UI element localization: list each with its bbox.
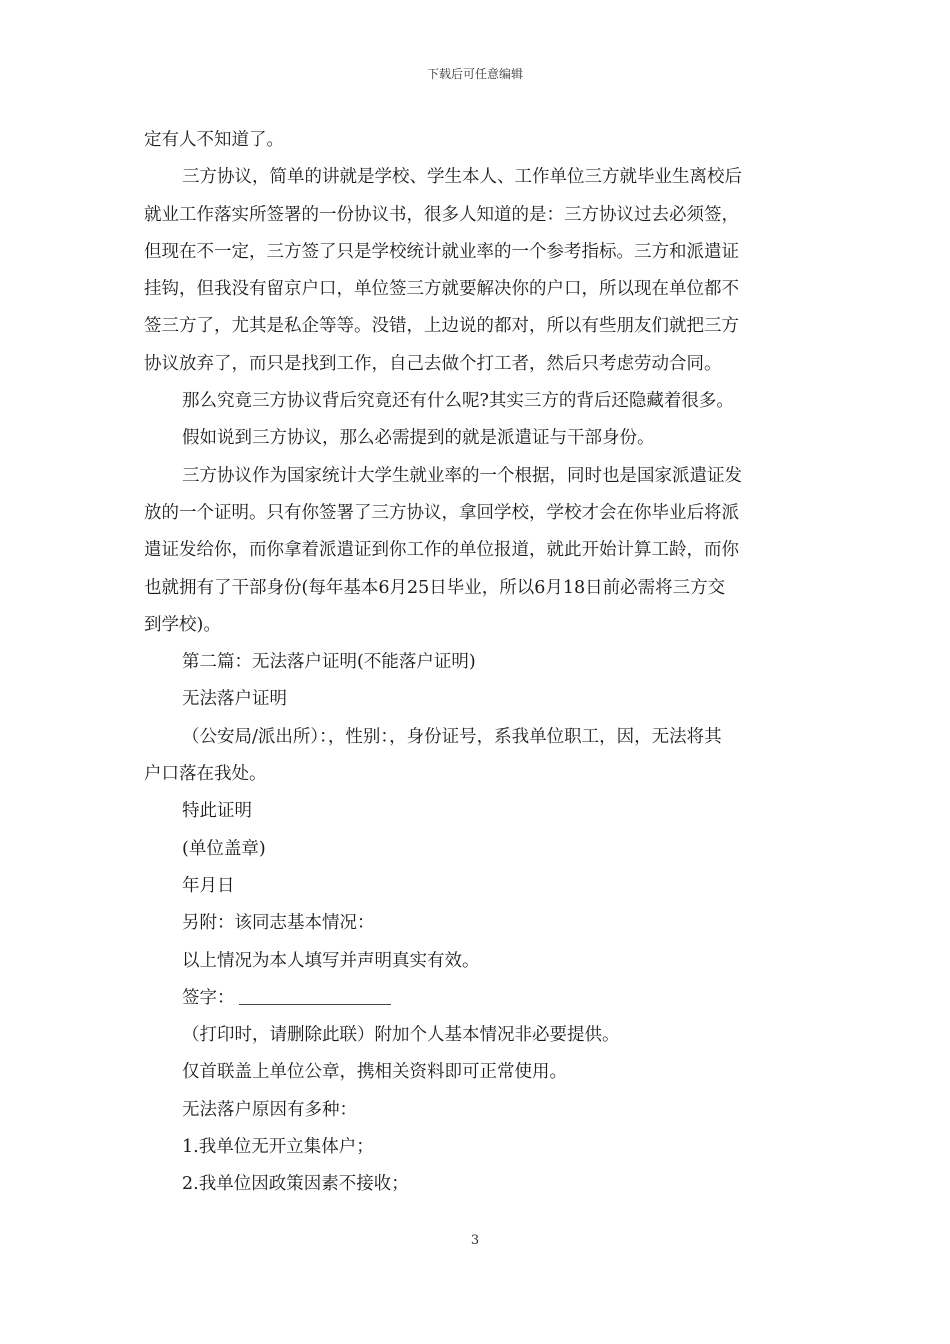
paragraph-first-line: 那么究竟三方协议背后究竟还有什么呢?其实三方的背后还隐藏着很多。: [182, 391, 734, 412]
section-heading: 第二篇：无法落户证明(不能落户证明): [182, 652, 476, 673]
signature-label: 签字：: [182, 987, 235, 1008]
document-body: [144, 122, 814, 1204]
paragraph-first-line: （公安局/派出所）：，性别：，身份证号，系我单位职工，因，无法将其: [182, 726, 722, 747]
body-line: 特此证明: [182, 801, 252, 822]
paragraph-first-line: 三方协议作为国家统计大学生就业率的一个根据，同时也是国家派遣证发: [182, 465, 742, 486]
page-header: 下载后可任意编辑: [426, 67, 523, 81]
body-line: 就业工作落实所签署的一份协议书，很多人知道的是：三方协议过去必须签，: [144, 204, 739, 225]
body-line: 无法落户原因有多种：: [182, 1099, 357, 1120]
body-line: 仅首联盖上单位公章，携相关资料即可正常使用。: [182, 1062, 567, 1083]
body-line: (单位盖章): [182, 838, 266, 859]
signature-blank-line: [239, 984, 391, 1005]
list-item: 2.我单位因政策因素不接收；: [182, 1174, 409, 1195]
body-line: 定有人不知道了。: [144, 130, 284, 150]
body-line: 户口落在我处。: [144, 764, 267, 785]
page-number: 3: [470, 1233, 480, 1248]
body-line: 签三方了，尤其是私企等等。没错，上边说的都对，所以有些朋友们就把三方: [144, 316, 739, 337]
body-line: 但现在不一定，三方签了只是学校统计就业率的一个参考指标。三方和派遣证: [144, 241, 739, 262]
body-line: （打印时，请删除此联）附加个人基本情况非必要提供。: [182, 1025, 620, 1046]
body-line: 另附：该同志基本情况：: [182, 913, 375, 934]
body-line: 协议放弃了，而只是找到工作，自己去做个打工者，然后只考虑劳动合同。: [144, 353, 722, 374]
body-line: 也就拥有了干部身份(每年基本6月25日毕业，所以6月18日前必需将三方交: [144, 577, 726, 598]
body-line: 遣证发给你，而你拿着派遣证到你工作的单位报道，就此开始计算工龄，而你: [144, 540, 739, 561]
paragraph-first-line: 三方协议，简单的讲就是学校、学生本人、工作单位三方就毕业生离校后: [182, 167, 742, 188]
paragraph-first-line: 假如说到三方协议，那么必需提到的就是派遣证与干部身份。: [182, 428, 655, 449]
certificate-title: 无法落户证明: [182, 689, 287, 710]
body-line: 到学校)。: [144, 614, 221, 635]
body-line: 放的一个证明。只有你签署了三方协议，拿回学校，学校才会在你毕业后将派: [144, 502, 739, 523]
signature-row: [144, 980, 814, 1017]
list-item: 1.我单位无开立集体户；: [182, 1137, 374, 1158]
body-line: 挂钩，但我没有留京户口，单位签三方就要解决你的户口，所以现在单位都不: [144, 279, 739, 300]
body-line: 以上情况为本人填写并声明真实有效。: [182, 950, 480, 971]
body-line: 年月日: [182, 875, 235, 896]
